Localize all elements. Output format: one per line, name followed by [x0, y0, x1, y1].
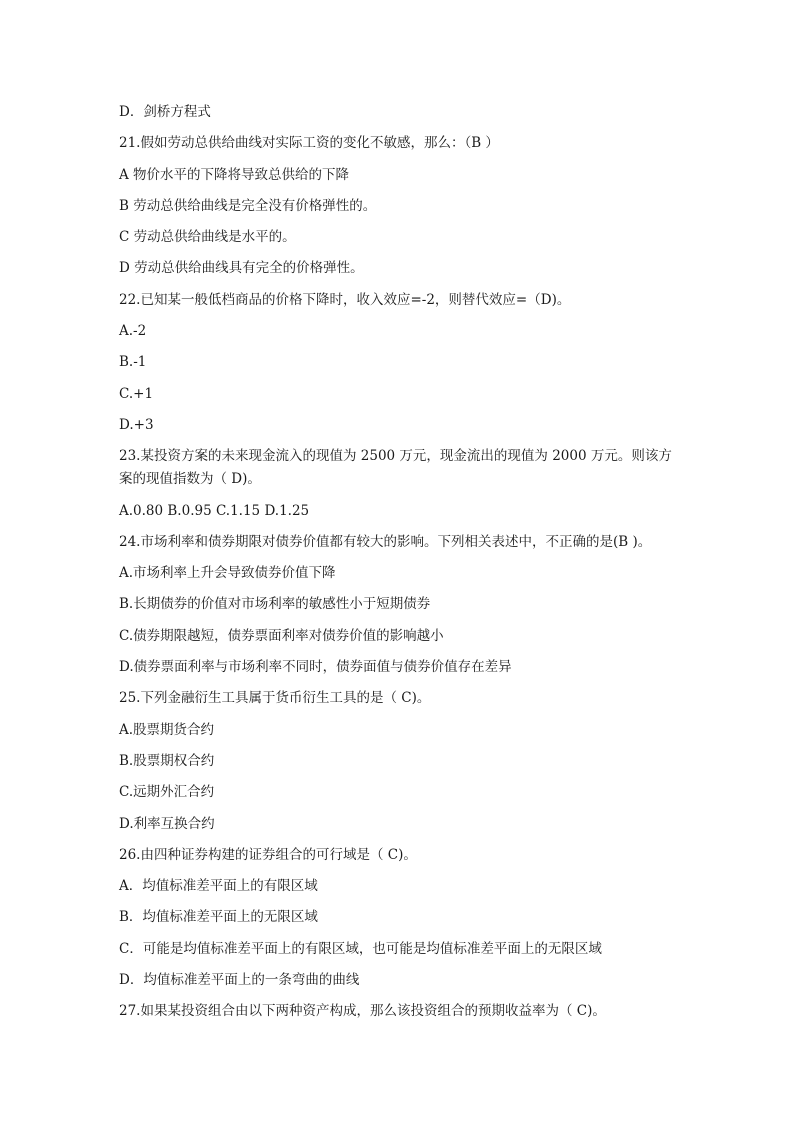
option-b-q22: B.-1 — [119, 354, 147, 371]
question-21: 21.假如劳动总供给曲线对实际工资的变化不敏感，那么：（B ） — [119, 135, 499, 152]
question-23-line-1: 23.某投资方案的未来现金流入的现值为 2500 万元，现金流出的现值为 2000 万元。则该方 — [119, 448, 672, 465]
option-d-q20: D．剑桥方程式 — [119, 104, 211, 120]
option-b-q21: B 劳动总供给曲线是完全没有价格弹性的。 — [119, 197, 377, 214]
option-b-q25: B.股票期权合约 — [119, 752, 215, 769]
question-25: 25.下列金融衍生工具属于货币衍生工具的是（ C)。 — [119, 690, 431, 707]
document-body — [119, 101, 689, 1032]
question-24: 24.市场利率和债券期限对债券价值都有较大的影响。下列相关表述中，不正确的是(B )。 — [119, 533, 652, 550]
option-d-q26: D．均值标准差平面上的一条弯曲的曲线 — [119, 972, 360, 989]
question-23-line-2: 案的现值指数为（ D)。 — [119, 471, 261, 488]
option-c-q24: C.债券期限越短，债券票面利率对债券价值的影响越小 — [119, 627, 444, 644]
options-q23: A.0.80 B.0.95 C.1.15 D.1.25 — [119, 502, 310, 519]
option-c-q26: C．可能是均值标准差平面上的有限区域，也可能是均值标准差平面上的无限区域 — [119, 940, 602, 957]
option-b-q26: B．均值标准差平面上的无限区域 — [119, 909, 318, 926]
option-d-q24: D.债券票面利率与市场利率不同时，债券面值与债券价值存在差异 — [119, 659, 512, 676]
option-a-q24: A.市场利率上升会导致债券价值下降 — [119, 565, 336, 582]
option-d-q22: D.+3 — [119, 416, 154, 433]
option-b-q24: B.长期债券的价值对市场利率的敏感性小于短期债券 — [119, 596, 431, 613]
option-d-q25: D.利率互换合约 — [119, 815, 215, 832]
option-c-q25: C.远期外汇合约 — [119, 784, 215, 801]
question-27: 27.如果某投资组合由以下两种资产构成，那么该投资组合的预期收益率为（ C)。 — [119, 1003, 606, 1020]
question-22: 22.已知某一般低档商品的价格下降时，收入效应=-2，则替代效应=（D)。 — [119, 291, 571, 308]
option-a-q22: A.-2 — [119, 323, 147, 340]
question-26: 26.由四种证券构建的证券组合的可行域是（ C)。 — [119, 846, 417, 863]
option-d-q21: D 劳动总供给曲线具有完全的价格弹性。 — [119, 260, 364, 277]
option-c-q22: C.+1 — [119, 385, 154, 402]
option-c-q21: C 劳动总供给曲线是水平的。 — [119, 229, 296, 246]
option-a-q21: A 物价水平的下降将导致总供给的下降 — [119, 166, 350, 183]
option-a-q26: A．均值标准差平面上的有限区域 — [119, 878, 318, 895]
option-a-q25: A.股票期货合约 — [119, 721, 215, 738]
